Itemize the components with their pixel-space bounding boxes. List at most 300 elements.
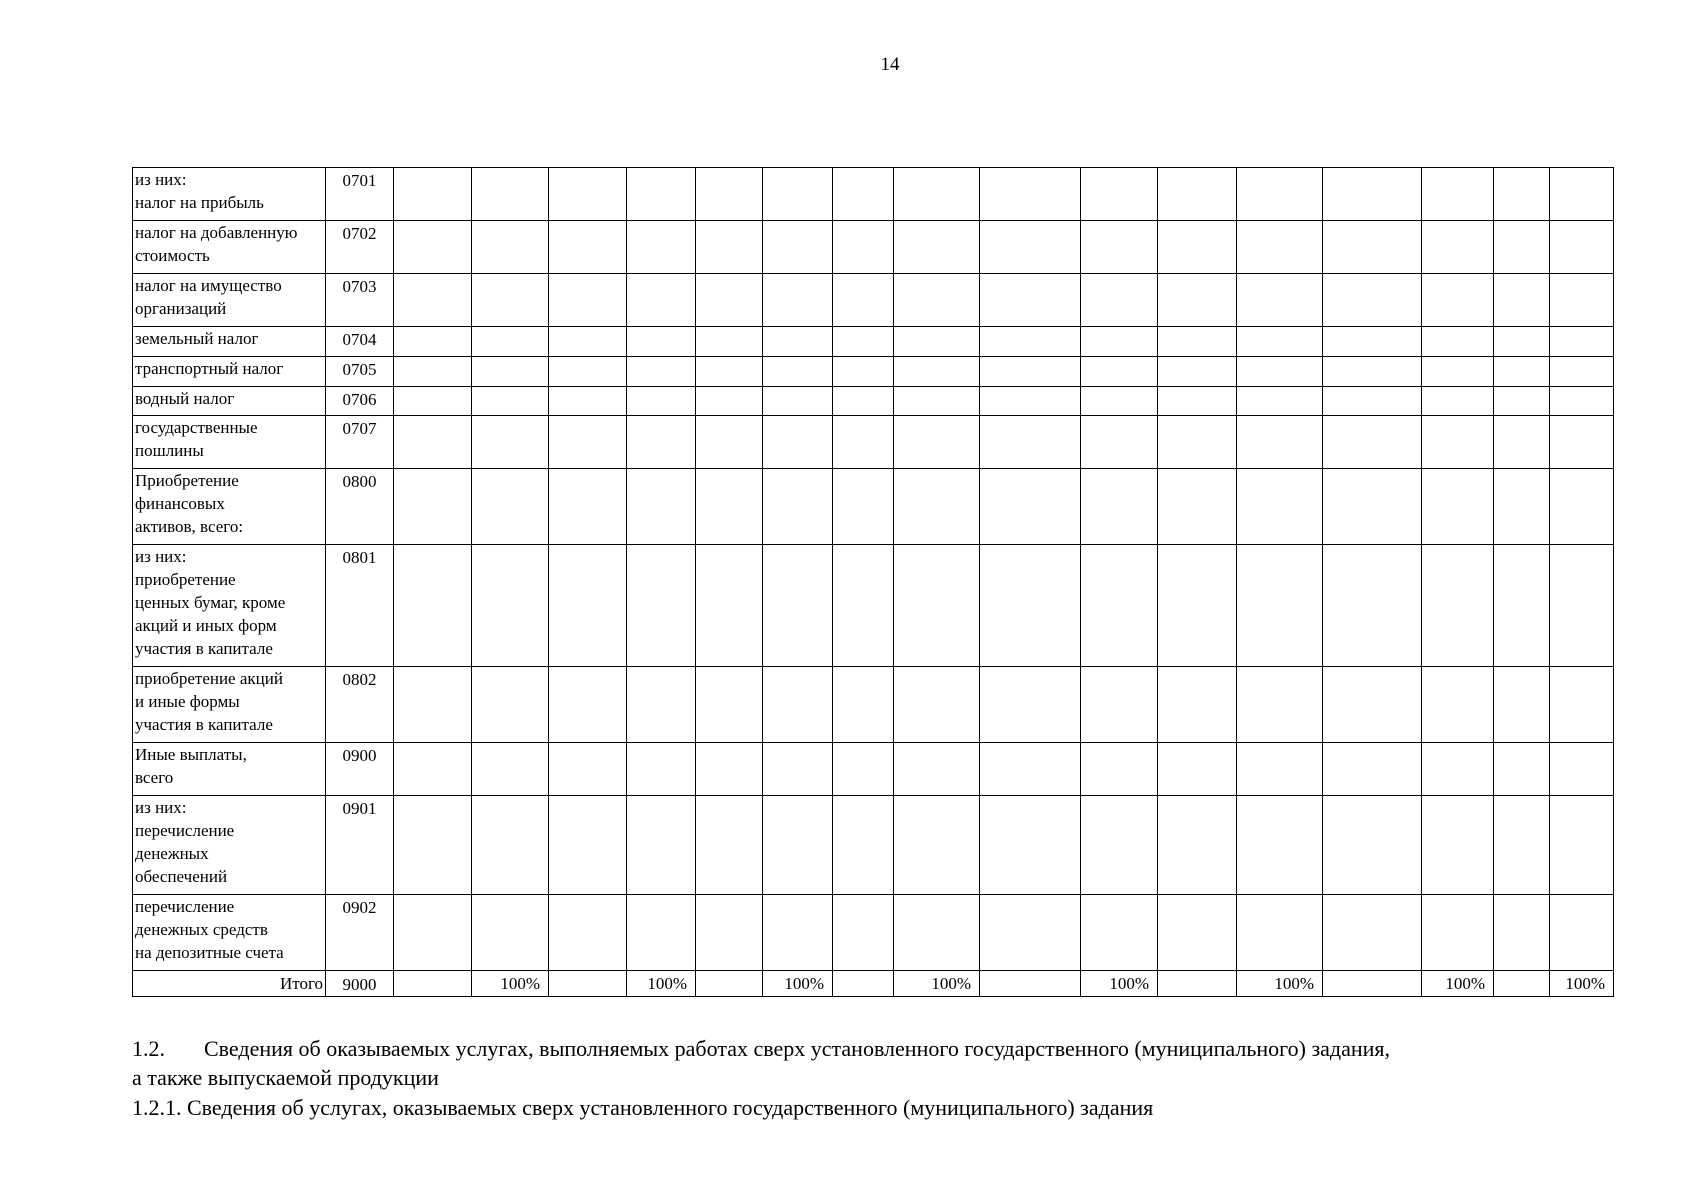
total-percent-cell: 100% <box>1422 971 1494 997</box>
table-cell <box>549 357 627 387</box>
table-cell <box>1494 357 1550 387</box>
row-label-line: организаций <box>135 299 227 318</box>
table-cell <box>1422 545 1494 667</box>
table-cell <box>1550 743 1614 796</box>
table-cell <box>1494 168 1550 221</box>
total-cell <box>1158 971 1237 997</box>
table-row <box>133 327 1614 357</box>
table-cell <box>1323 667 1422 743</box>
row-code: 0702 <box>326 221 394 274</box>
table-cell <box>472 667 549 743</box>
table-cell <box>1081 545 1158 667</box>
table-cell <box>833 895 894 971</box>
table-row <box>133 667 1614 743</box>
table-cell <box>1081 168 1158 221</box>
row-code: 0706 <box>326 387 394 416</box>
row-label <box>133 221 326 274</box>
row-label-line: из них: <box>135 547 187 566</box>
total-cell <box>1323 971 1422 997</box>
table-cell <box>894 895 980 971</box>
row-code: 0705 <box>326 357 394 387</box>
row-label-line: денежных средств <box>135 920 268 939</box>
section-1-2-number: 1.2. <box>132 1036 165 1061</box>
table-cell <box>472 168 549 221</box>
table-cell <box>980 743 1081 796</box>
total-cell <box>696 971 763 997</box>
table-cell <box>1494 545 1550 667</box>
table-cell <box>833 545 894 667</box>
row-label-line: приобретение акций <box>135 669 283 688</box>
table-cell <box>549 387 627 416</box>
table-cell <box>1081 274 1158 327</box>
row-label-line: Иные выплаты, <box>135 745 247 764</box>
table-cell <box>549 327 627 357</box>
table-cell <box>1422 667 1494 743</box>
table-cell <box>763 796 833 895</box>
row-label-line: и иные формы <box>135 692 240 711</box>
table-cell <box>1081 743 1158 796</box>
table-cell <box>980 221 1081 274</box>
table-cell <box>549 221 627 274</box>
table-cell <box>1237 168 1323 221</box>
row-label-line: денежных <box>135 844 209 863</box>
row-code: 0707 <box>326 416 394 469</box>
total-cell <box>549 971 627 997</box>
row-label-line: перечисление <box>135 821 235 840</box>
table-cell <box>472 221 549 274</box>
table-cell <box>1158 416 1237 469</box>
table-cell <box>472 327 549 357</box>
row-label-line: финансовых <box>135 494 225 513</box>
table-cell <box>833 796 894 895</box>
table-cell <box>894 667 980 743</box>
table-cell <box>549 469 627 545</box>
table-cell <box>894 274 980 327</box>
table-cell <box>627 357 696 387</box>
table-cell <box>394 416 472 469</box>
table-cell <box>763 545 833 667</box>
table-cell <box>1323 357 1422 387</box>
table-cell <box>1494 667 1550 743</box>
table-cell <box>894 545 980 667</box>
table-cell <box>549 895 627 971</box>
table-cell <box>833 469 894 545</box>
table-cell <box>1158 545 1237 667</box>
table-cell <box>627 416 696 469</box>
table-cell <box>1237 895 1323 971</box>
table-cell <box>1158 221 1237 274</box>
table-cell <box>627 667 696 743</box>
table-cell <box>472 416 549 469</box>
table-cell <box>763 357 833 387</box>
table-cell <box>1550 667 1614 743</box>
table-cell <box>894 357 980 387</box>
table-cell <box>696 545 763 667</box>
table-cell <box>1237 796 1323 895</box>
table-cell <box>1550 469 1614 545</box>
total-code: 9000 <box>326 971 394 997</box>
table-cell <box>1237 387 1323 416</box>
table-cell <box>1323 743 1422 796</box>
table-cell <box>696 327 763 357</box>
table-cell <box>833 667 894 743</box>
table-cell <box>1237 274 1323 327</box>
total-cell <box>394 971 472 997</box>
row-code: 0801 <box>326 545 394 667</box>
table-cell <box>394 357 472 387</box>
table-cell <box>1158 743 1237 796</box>
total-percent-cell: 100% <box>1081 971 1158 997</box>
table-cell <box>627 469 696 545</box>
total-percent-cell: 100% <box>894 971 980 997</box>
table-cell <box>394 743 472 796</box>
table-cell <box>696 357 763 387</box>
table-cell <box>1550 357 1614 387</box>
table-cell <box>1237 469 1323 545</box>
row-label-line: налог на прибыль <box>135 193 264 212</box>
table-cell <box>472 895 549 971</box>
table-cell <box>1422 743 1494 796</box>
table-cell <box>696 469 763 545</box>
table-cell <box>1158 357 1237 387</box>
table-cell <box>1550 168 1614 221</box>
total-cell <box>980 971 1081 997</box>
row-label-line: из них: <box>135 170 187 189</box>
table-cell <box>549 168 627 221</box>
table-cell <box>1422 416 1494 469</box>
table-cell <box>1081 469 1158 545</box>
table-cell <box>1494 416 1550 469</box>
table-cell <box>1550 327 1614 357</box>
row-code: 0802 <box>326 667 394 743</box>
row-label <box>133 168 326 221</box>
total-percent-cell: 100% <box>1237 971 1323 997</box>
table-cell <box>1494 743 1550 796</box>
table-cell <box>1323 416 1422 469</box>
page-number: 14 <box>880 54 900 75</box>
table-cell <box>549 796 627 895</box>
table-cell <box>894 743 980 796</box>
table-cell <box>1494 327 1550 357</box>
table-cell <box>980 357 1081 387</box>
table-cell <box>763 168 833 221</box>
table-cell <box>696 743 763 796</box>
table-cell <box>1494 895 1550 971</box>
table-cell <box>1422 387 1494 416</box>
row-label-line: всего <box>135 768 174 787</box>
table-cell <box>1081 416 1158 469</box>
table-cell <box>1323 895 1422 971</box>
table-row <box>133 387 1614 416</box>
section-1-2-text: Сведения об оказываемых услугах, выполняемых работах сверх установленного государственного (муниципального) задания, <box>204 1036 1391 1061</box>
total-percent-cell: 100% <box>763 971 833 997</box>
table-cell <box>1158 667 1237 743</box>
table-cell <box>1422 469 1494 545</box>
table-cell <box>1237 667 1323 743</box>
table-row <box>133 796 1614 895</box>
table-cell <box>1158 469 1237 545</box>
row-label <box>133 796 326 895</box>
table-cell <box>833 387 894 416</box>
table-cell <box>1237 545 1323 667</box>
row-label-line: земельный налог <box>135 329 259 348</box>
table-cell <box>1323 168 1422 221</box>
table-row <box>133 416 1614 469</box>
table-cell <box>894 221 980 274</box>
table-cell <box>1550 221 1614 274</box>
table-cell <box>472 545 549 667</box>
financial-report-table <box>132 167 1614 997</box>
row-label <box>133 667 326 743</box>
table-cell <box>394 895 472 971</box>
table-cell <box>1081 221 1158 274</box>
table-cell <box>1494 387 1550 416</box>
table-cell <box>980 327 1081 357</box>
row-code: 0902 <box>326 895 394 971</box>
table-cell <box>627 743 696 796</box>
table-cell <box>1158 327 1237 357</box>
row-label <box>133 357 326 387</box>
row-code: 0703 <box>326 274 394 327</box>
table-cell <box>1422 221 1494 274</box>
table-cell <box>394 545 472 667</box>
table-cell <box>833 327 894 357</box>
total-percent-cell: 100% <box>1550 971 1614 997</box>
table-cell <box>1323 327 1422 357</box>
table-cell <box>1494 469 1550 545</box>
table-row <box>133 545 1614 667</box>
table-cell <box>1081 667 1158 743</box>
table-cell <box>627 274 696 327</box>
table-cell <box>1081 895 1158 971</box>
table-cell <box>394 667 472 743</box>
table-cell <box>472 469 549 545</box>
total-label: Итого <box>133 971 326 997</box>
table-cell <box>394 387 472 416</box>
table-cell <box>1237 357 1323 387</box>
row-label <box>133 327 326 357</box>
row-label-line: обеспечений <box>135 867 228 886</box>
row-label <box>133 895 326 971</box>
table-cell <box>763 274 833 327</box>
row-label <box>133 387 326 416</box>
table-cell <box>472 743 549 796</box>
row-label <box>133 545 326 667</box>
table-cell <box>1081 387 1158 416</box>
table-cell <box>1158 387 1237 416</box>
total-percent-cell: 100% <box>472 971 549 997</box>
table-cell <box>894 327 980 357</box>
table-cell <box>1237 416 1323 469</box>
table-cell <box>1323 545 1422 667</box>
total-row <box>133 971 1614 997</box>
row-label-line: перечисление <box>135 897 235 916</box>
table-cell <box>472 357 549 387</box>
table-cell <box>833 416 894 469</box>
row-label <box>133 743 326 796</box>
table-cell <box>980 545 1081 667</box>
table-cell <box>394 221 472 274</box>
table-cell <box>1158 895 1237 971</box>
table-cell <box>763 895 833 971</box>
table-cell <box>1422 168 1494 221</box>
table-cell <box>763 327 833 357</box>
table-cell <box>1494 221 1550 274</box>
table-cell <box>1494 274 1550 327</box>
section-1-2-heading <box>132 1034 1652 1063</box>
row-label-line: ценных бумаг, кроме <box>135 593 286 612</box>
table-cell <box>1323 387 1422 416</box>
table-cell <box>696 416 763 469</box>
row-label-line: налог на добавленную <box>135 223 298 242</box>
row-label-line: транспортный налог <box>135 359 284 378</box>
table-cell <box>894 387 980 416</box>
row-label-line: участия в капитале <box>135 639 273 658</box>
table-cell <box>696 667 763 743</box>
table-cell <box>1323 469 1422 545</box>
table-cell <box>1422 327 1494 357</box>
table-cell <box>833 357 894 387</box>
table-cell <box>980 469 1081 545</box>
table-cell <box>833 168 894 221</box>
table-cell <box>696 274 763 327</box>
table-cell <box>696 895 763 971</box>
row-label-line: пошлины <box>135 441 204 460</box>
table-cell <box>472 387 549 416</box>
table-row <box>133 743 1614 796</box>
table-cell <box>763 469 833 545</box>
table-cell <box>1550 416 1614 469</box>
table-cell <box>763 667 833 743</box>
table-cell <box>1158 168 1237 221</box>
table-cell <box>696 387 763 416</box>
table-cell <box>549 274 627 327</box>
table-cell <box>696 221 763 274</box>
row-label <box>133 469 326 545</box>
row-label-line: на депозитные счета <box>135 943 284 962</box>
table-cell <box>763 743 833 796</box>
table-cell <box>894 168 980 221</box>
table-cell <box>394 168 472 221</box>
section-1-2-1-heading: 1.2.1. Сведения об услугах, оказываемых сверх установленного государственного (муниципального) задания <box>132 1095 1154 1120</box>
table-cell <box>1494 796 1550 895</box>
table-cell <box>980 274 1081 327</box>
row-label <box>133 274 326 327</box>
table-cell <box>1237 221 1323 274</box>
table-cell <box>394 796 472 895</box>
table-cell <box>1550 545 1614 667</box>
table-cell <box>980 168 1081 221</box>
table-row <box>133 168 1614 221</box>
table-cell <box>472 274 549 327</box>
table-row <box>133 221 1614 274</box>
table-cell <box>472 796 549 895</box>
table-cell <box>894 796 980 895</box>
table-cell <box>696 168 763 221</box>
table-cell <box>394 327 472 357</box>
table-row <box>133 357 1614 387</box>
row-label <box>133 416 326 469</box>
table-cell <box>549 743 627 796</box>
total-cell <box>833 971 894 997</box>
table-cell <box>1422 357 1494 387</box>
row-code: 0901 <box>326 796 394 895</box>
table-cell <box>894 416 980 469</box>
table-cell <box>549 667 627 743</box>
table-row <box>133 895 1614 971</box>
table-cell <box>1081 796 1158 895</box>
table-row <box>133 469 1614 545</box>
table-cell <box>627 327 696 357</box>
row-code: 0701 <box>326 168 394 221</box>
table-cell <box>980 895 1081 971</box>
table-cell <box>696 796 763 895</box>
row-label-line: водный налог <box>135 389 235 408</box>
row-label-line: налог на имущество <box>135 276 282 295</box>
table-row <box>133 274 1614 327</box>
row-label-line: акций и иных форм <box>135 616 277 635</box>
total-cell <box>1494 971 1550 997</box>
table-cell <box>394 274 472 327</box>
table-cell <box>1323 274 1422 327</box>
row-label-line: активов, всего: <box>135 517 244 536</box>
table-cell <box>1158 274 1237 327</box>
table-cell <box>627 796 696 895</box>
table-cell <box>1550 387 1614 416</box>
table-cell <box>1237 743 1323 796</box>
table-cell <box>1550 274 1614 327</box>
row-code: 0900 <box>326 743 394 796</box>
table-cell <box>833 274 894 327</box>
row-label-line: стоимость <box>135 246 210 265</box>
table-cell <box>1422 274 1494 327</box>
table-cell <box>627 545 696 667</box>
row-label-line: приобретение <box>135 570 236 589</box>
table-cell <box>1550 895 1614 971</box>
table-cell <box>980 667 1081 743</box>
row-label-line: Приобретение <box>135 471 239 490</box>
table-cell <box>394 469 472 545</box>
table-cell <box>763 416 833 469</box>
row-code: 0704 <box>326 327 394 357</box>
table-cell <box>1081 357 1158 387</box>
table-cell <box>980 416 1081 469</box>
table-cell <box>627 168 696 221</box>
table-cell <box>1323 221 1422 274</box>
table-cell <box>763 387 833 416</box>
table-cell <box>1550 796 1614 895</box>
table-cell <box>627 221 696 274</box>
section-1-2-heading-cont: а также выпускаемой продукции <box>132 1065 439 1090</box>
table-cell <box>1158 796 1237 895</box>
table-cell <box>763 221 833 274</box>
table-cell <box>1422 796 1494 895</box>
row-label-line: из них: <box>135 798 187 817</box>
table-cell <box>833 743 894 796</box>
table-body <box>133 168 1614 997</box>
row-code: 0800 <box>326 469 394 545</box>
table-cell <box>833 221 894 274</box>
total-percent-cell: 100% <box>627 971 696 997</box>
table-cell <box>1081 327 1158 357</box>
row-label-line: участия в капитале <box>135 715 273 734</box>
table-cell <box>894 469 980 545</box>
table-cell <box>980 796 1081 895</box>
table-cell <box>1237 327 1323 357</box>
table-cell <box>627 895 696 971</box>
table-cell <box>549 545 627 667</box>
table-cell <box>1323 796 1422 895</box>
